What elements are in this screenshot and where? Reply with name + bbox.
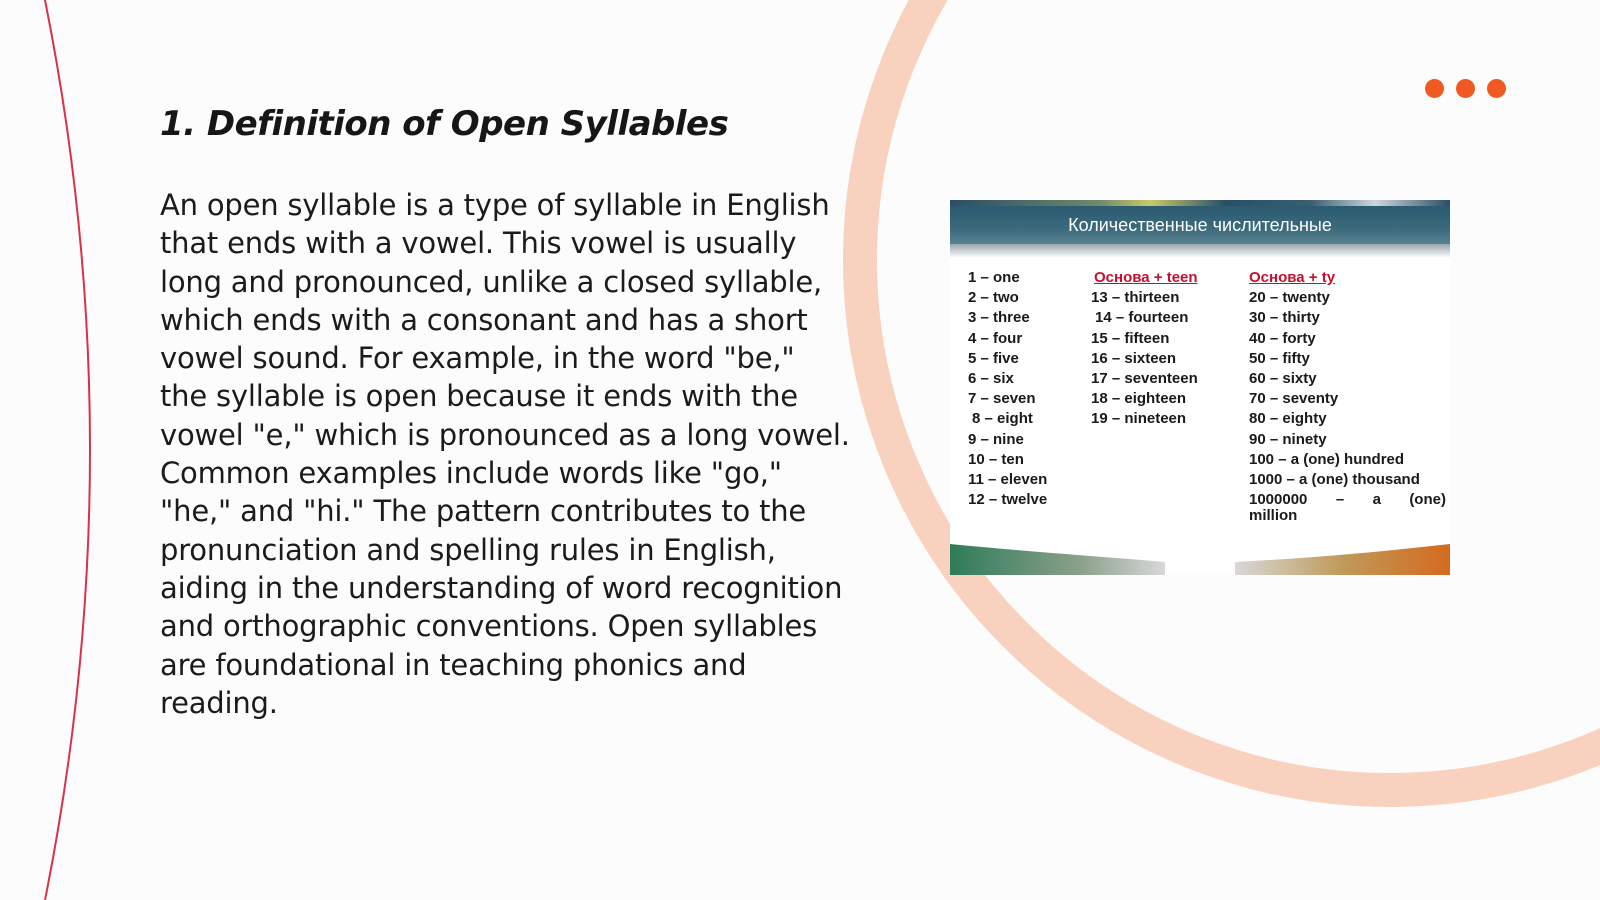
numeral-row: 12 – twelve bbox=[968, 491, 1048, 509]
numeral-row: 1000 – a (one) thousand bbox=[1249, 470, 1420, 488]
million-part: – bbox=[1335, 491, 1345, 509]
million-part: a bbox=[1372, 491, 1381, 509]
numeral-row: 15 – fifteen bbox=[1091, 329, 1170, 347]
numeral-row: 3 – three bbox=[968, 309, 1030, 327]
numeral-row: 6 – six bbox=[968, 369, 1014, 387]
numeral-row: 2 – two bbox=[968, 289, 1019, 307]
numeral-row: 50 – fifty bbox=[1249, 349, 1310, 367]
numeral-row: 4 – four bbox=[968, 329, 1023, 347]
bottom-band-left bbox=[950, 544, 1165, 575]
numeral-row: 80 – eighty bbox=[1249, 410, 1327, 428]
slide-title: 1. Definition of Open Syllables bbox=[160, 104, 729, 144]
million-part: (one) bbox=[1409, 491, 1446, 509]
numeral-row: 10 – ten bbox=[968, 450, 1024, 468]
numeral-row: 8 – eight bbox=[972, 410, 1033, 428]
column-heading: Основа + teen bbox=[1094, 269, 1198, 286]
numeral-row: 16 – sixteen bbox=[1091, 349, 1177, 367]
numerals-column-2 bbox=[1091, 268, 1198, 430]
dot-icon bbox=[1425, 79, 1444, 98]
numerals-column-3 bbox=[1249, 268, 1446, 526]
numeral-row: 9 – nine bbox=[968, 430, 1024, 448]
slide-dots bbox=[1425, 79, 1506, 98]
image-bottom-band bbox=[950, 544, 1450, 575]
numeral-row: 17 – seventeen bbox=[1091, 369, 1198, 387]
numeral-row: 40 – forty bbox=[1249, 329, 1316, 347]
numeral-row: 20 – twenty bbox=[1249, 289, 1330, 307]
numeral-row-million-word: million bbox=[1249, 507, 1298, 525]
numeral-row: 90 – ninety bbox=[1249, 430, 1327, 448]
numeral-row: 1 – one bbox=[968, 269, 1020, 286]
dot-icon bbox=[1456, 79, 1475, 98]
numeral-row: 7 – seven bbox=[968, 390, 1036, 408]
numeral-row: 19 – nineteen bbox=[1091, 410, 1187, 428]
million-part: 1000000 bbox=[1249, 491, 1308, 509]
numeral-row: 13 – thirteen bbox=[1091, 289, 1180, 307]
bottom-band-right bbox=[1235, 544, 1450, 575]
slide-paragraph: An open syllable is a type of syllable in English that ends with a vowel. This vowel is usually long and pronounced, unlike a closed syllable, which ends with a consonant and has a short vowel sound. For example, in the word "be," the syllable is open because it ends with the vowel "e," which is pronounced as a long vowel. Common examples include words like "go," "he," and "hi." The pattern contributes to the pronunciation and spelling rules in English, aiding in the understanding of word recognition and orthographic conventions. Open syllables are foundational in teaching phonics and reading. bbox=[160, 188, 850, 720]
numeral-row: 14 – fourteen bbox=[1095, 309, 1189, 327]
image-header-shadow bbox=[950, 244, 1450, 258]
dot-icon bbox=[1487, 79, 1506, 98]
numerals-table-image bbox=[950, 200, 1450, 575]
numeral-row: 30 – thirty bbox=[1249, 309, 1320, 327]
numerals-column-1 bbox=[968, 268, 1047, 510]
numeral-row: 18 – eighteen bbox=[1091, 390, 1187, 408]
numeral-row: 70 – seventy bbox=[1249, 390, 1339, 408]
numeral-row: 60 – sixty bbox=[1249, 369, 1317, 387]
column-heading: Основа + ty bbox=[1249, 269, 1336, 286]
numeral-row: 5 – five bbox=[968, 349, 1019, 367]
numeral-row: 100 – a (one) hundred bbox=[1249, 450, 1405, 468]
decorative-left-line bbox=[45, 0, 90, 900]
numeral-row: 11 – eleven bbox=[968, 470, 1048, 488]
image-header: Количественные числительные bbox=[950, 206, 1450, 244]
